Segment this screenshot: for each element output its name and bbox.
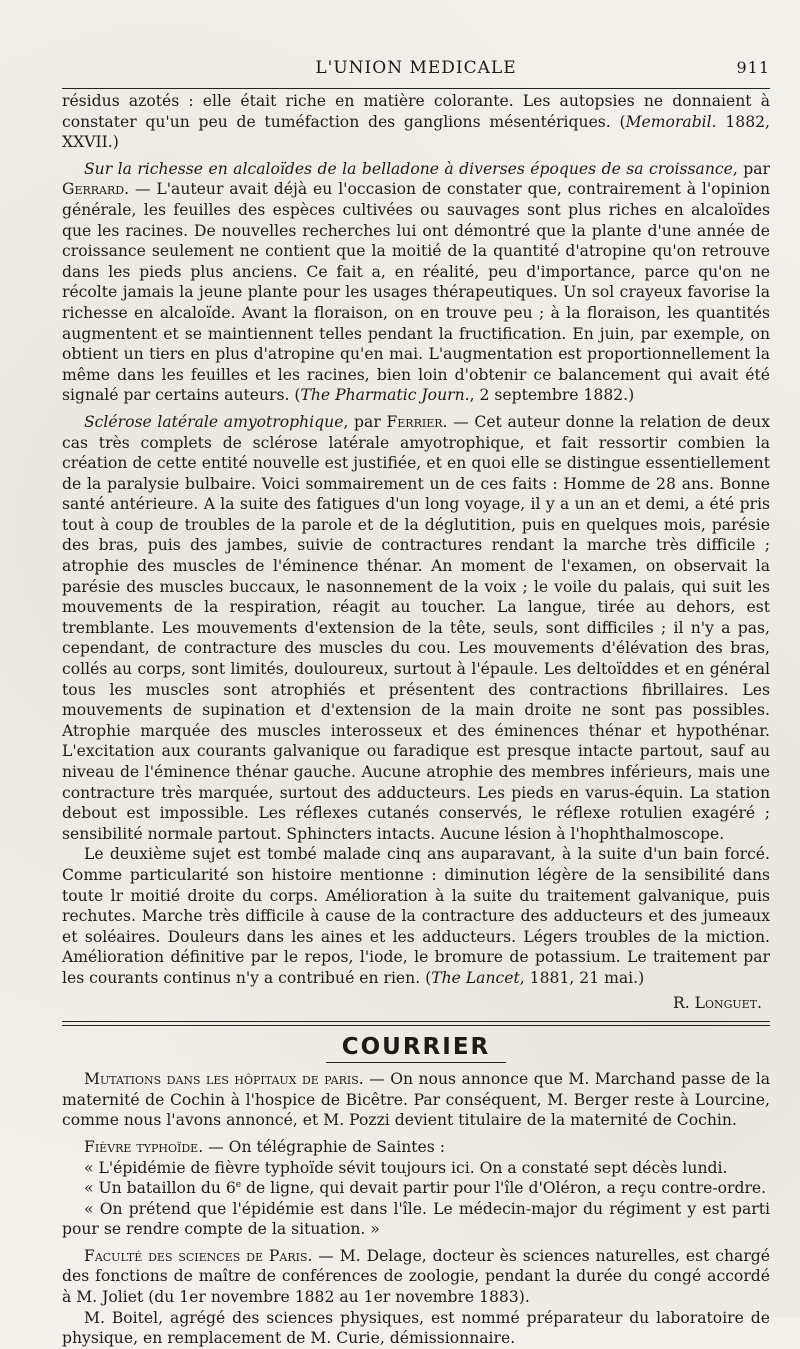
header-rule [62, 88, 770, 89]
section-double-rule [62, 1021, 770, 1026]
article-author: Ferrier. [386, 412, 448, 431]
article-belladone: Sur la richesse en alcaloïdes de la belladone à diverses époques de sa croissance, par Gerrard. — L'auteur avait déjà eu l'occasion de constater que, contrairement à l'opinion générale, les feuilles des espèces cultivées ou sauvages sont plus riches en alcaloïdes que les racines. De nouvelles recherches lui ont démontré que la plante d'une année de croissance seulement ne contient que la moitié de la quantité d'atropine qu'on retrouve dans les pieds plus anciens. Ce fait a, en réalité, peu d'importance, parce qu'on ne récolte jamais la jeune plante pour les usages thérapeutiques. Un sol crayeux favorise la richesse en alcaloïde. Avant la floraison, on en trouve peu ; à la floraison, les quantités augmentent et se maintiennent telles pendant la fructification. En juin, par exemple, on obtient un tiers en plus d'atropine qu'en mai. L'augmentation est proportionnellement la même dans les feuilles et les racines, bien loin d'obtenir ce balancement qui avait été signalé par certains auteurs. (The Pharmatic Journ., 2 septembre 1882.) [62, 159, 770, 405]
running-head [62, 56, 770, 80]
quote-line: « On prétend que l'épidémie est dans l'île. Le médecin-major du régiment y est parti pour se rendre compte de la situation. » [62, 1199, 770, 1239]
journal-title: L'UNION MEDICALE [315, 58, 517, 78]
article-author: Gerrard. [62, 180, 130, 199]
courrier-title: COURRIER [326, 1034, 507, 1063]
news-lead: Mutations dans les hôpitaux de paris. [84, 1070, 364, 1089]
courrier-heading [62, 1034, 770, 1063]
citation-source: The Pharmatic Journ. [300, 386, 470, 405]
article-title: Sur la richesse en alcaloïdes de la belladone à diverses époques de sa croissance [84, 159, 733, 178]
article-title: Sclérose latérale amyotrophique [84, 412, 344, 431]
news-item-mutations: Mutations dans les hôpitaux de paris. — On nous annonce que M. Marchand passe de la maternité de Cochin à l'hospice de Bicêtre. Par conséquent, M. Berger reste à Lourcine, comme nous l'avons annoncé, et M. Pozzi devient titulaire de la maternité de Cochin. [62, 1070, 770, 1130]
news-lead: Faculté des sciences de Paris. [84, 1246, 313, 1265]
article-continuation: résidus azotés : elle était riche en matière colorante. Les autopsies ne donnaient à constater qu'un peu de tuméfaction des ganglions mésentériques. (Memorabil. 1882, XXVII.) [62, 92, 770, 152]
page-number: 911 [736, 58, 770, 77]
citation-source: Memorabil. [625, 112, 717, 131]
citation-source: The Lancet [431, 968, 520, 987]
news-item-faculte: Faculté des sciences de Paris. — M. Delage, docteur ès sciences naturelles, est chargé des fonctions de maître de conférences de zoologie, pendant la durée du congé accordé à M. Joliet (du 1er novembre 1882 au 1er novembre 1883). [62, 1246, 770, 1307]
news-item-fievre: Fièvre typhoïde. — On télégraphie de Saintes : [84, 1137, 445, 1156]
news-lead: Fièvre typhoïde. [84, 1137, 204, 1156]
quote-line: « Un bataillon du 6e de ligne, qui devait partir pour l'île d'Oléron, a reçu contre-ordre. [84, 1179, 767, 1198]
author-signature: R. Longuet. [672, 993, 762, 1012]
quote-line: « L'épidémie de fièvre typhoïde sévit toujours ici. On a constaté sept décès lundi. [84, 1158, 728, 1177]
news-item-boitel: M. Boitel, agrégé des sciences physiques, est nommé préparateur du laboratoire de physique, en remplacement de M. Curie, démissionnaire. [62, 1308, 770, 1348]
article-sclerose-second-case: Le deuxième sujet est tombé malade cinq ans auparavant, à la suite d'un bain forcé. Comme particularité son histoire mentionne : diminution légère de la sensibilité dans toute lr moitié droite du corps. Amélioration à la suite du traitement galvanique, puis rechutes. Marche très difficile à cause de la contracture des adducteurs et des jumeaux et soléaires. Douleurs dans les aines et les adducteurs. Légers troubles de la miction. Amélioration définitive par le repos, l'iode, le bromure de potassium. Le traitement par les courants continus n'y a contribué en rien. (The Lancet, 1881, 21 mai.) [62, 845, 770, 987]
article-sclerose: Sclérose latérale amyotrophique, par Ferrier. — Cet auteur donne la relation de deux cas très complets de sclérose latérale amyotrophique, et fait ressortir combien la création de cette entité nouvelle est justifiée, et en quoi elle se distingue essentiellement de la paralysie bulbaire. Voici sommairement un de ces faits : Homme de 28 ans. Bonne santé antérieure. A la suite des fatigues d'un long voyage, il y a un an et demi, a été pris tout à coup de troubles de la parole et de la déglutition, puis en quelques mois, parésie des bras, puis des jambes, suivie de contractures rendant la marche très difficile ; atrophie des muscles de l'éminence thénar. An moment de l'examen, on observait la parésie des muscles buccaux, le nasonnement de la voix ; le voile du palais, qui suit les mouvements de la respiration, réagit au toucher. La langue, tirée au dehors, est tremblante. Les mouvements d'extension de la tête, seuls, sont difficiles ; il n'y a pas, cependant, de contracture des muscles du cou. Les mouvements d'élévation des bras, collés au corps, sont limités, douloureux, surtout à l'épaule. Les deltoïddes et en général tous les muscles sont atrophiés et présentent des contractions fibrillaires. Les mouvements de supination et d'extension de la main droite ne sont pas possibles. Atrophie marquée des muscles interosseux et des éminences thénar et hypothénar. L'excitation aux courants galvanique ou faradique est presque intacte partout, sauf au niveau de l'éminence thénar gauche. Aucune atrophie des membres inférieurs, mais une contracture très marquée, surtout des adducteurs. Les pieds en varus-équin. La station debout est impossible. Les réflexes cutanés conservés, le réflexe rotulien exagéré ; sensibilité normale partout. Sphincters intacts. Aucune lésion à l'hophthalmoscope. [62, 412, 770, 843]
